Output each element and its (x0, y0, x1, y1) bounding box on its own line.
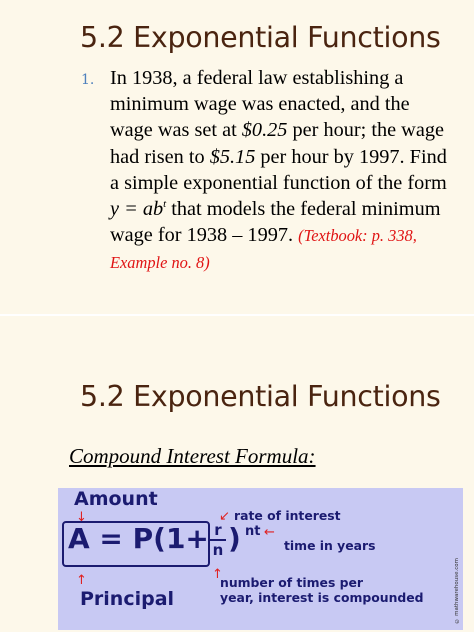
principal-label: Principal (80, 588, 175, 610)
function-exponent: t (163, 198, 167, 211)
arrow-up-icon: ↑ (76, 573, 87, 588)
wage-1997: $5.15 (209, 145, 256, 168)
formula-heading: Compound Interest Formula: (69, 444, 316, 468)
amount-label: Amount (74, 488, 158, 510)
fraction-denominator: n (212, 541, 224, 559)
slide-title: 5.2 Exponential Functions (80, 380, 441, 413)
rate-fraction (210, 522, 226, 558)
wage-1938: $0.25 (241, 119, 288, 142)
time-label: time in years (284, 538, 376, 553)
compounding-label-line2: year, interest is compounded (220, 590, 424, 605)
arrow-up-small-icon: ↑ (212, 567, 223, 582)
arrow-down-icon: ↓ (76, 510, 87, 525)
compounding-label-line1: number of times per (220, 575, 364, 590)
list-number: 1. (81, 72, 95, 88)
equation-left: A = P(1+ (68, 522, 209, 555)
close-paren: ) (228, 522, 241, 555)
arrow-left-icon: ← (264, 525, 275, 540)
problem-text-c: per hour by 1997. Find a simple exponential function of the form (110, 145, 447, 194)
rate-label: rate of interest (234, 508, 341, 523)
arrow-down-left-icon: ↙ (219, 509, 230, 524)
textbook-reference: (Textbook: p. 338, Example no. 8) (110, 226, 417, 273)
function-form: y = ab (110, 198, 164, 221)
problem-text-a: In 1938, a federal law establishing a minimum wage was enacted, and the wage was set at (110, 67, 410, 142)
compounding-label (220, 575, 424, 605)
problem-text (110, 65, 455, 277)
problem-text-b: per hour; the wage had risen to (110, 119, 444, 168)
compound-interest-formula-image (58, 488, 463, 630)
slide-title: 5.2 Exponential Functions (80, 21, 441, 54)
fraction-numerator: r (214, 521, 222, 539)
credit-watermark: © mathwarehouse.com (454, 558, 460, 624)
exponent: nt (245, 524, 261, 539)
problem-text-d: that models the federal minimum wage for 1938 – 1997. (110, 198, 441, 247)
slide-2 (0, 316, 474, 632)
